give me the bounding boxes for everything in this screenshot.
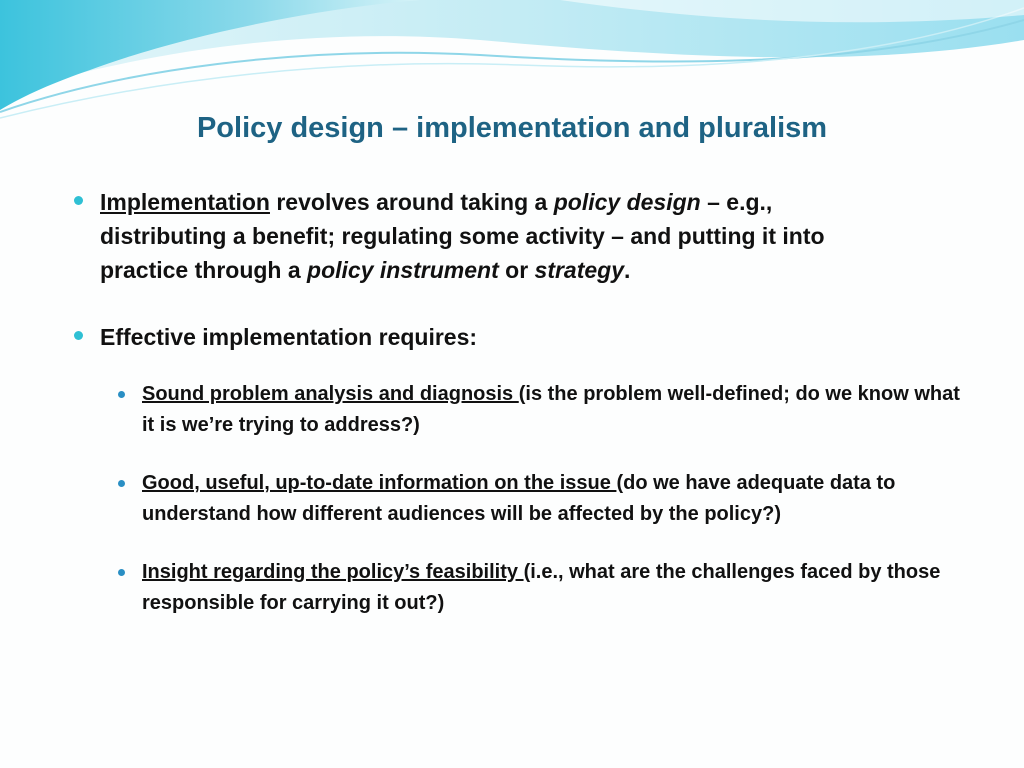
bullet-effective-implementation: Effective implementation requires: bbox=[100, 324, 478, 350]
header-wave-decoration bbox=[0, 0, 1024, 130]
bullet-text: – e.g., distributing a benefit; regulating some activity – and putting it into practice through a bbox=[100, 189, 825, 283]
sub-bullet-dot bbox=[118, 569, 125, 576]
term-policy-instrument: policy instrument bbox=[307, 257, 499, 283]
sub-bullet-information bbox=[142, 468, 972, 530]
sub-bullet-text: (is the problem well-defined; do we know what it is we’re trying to address?) bbox=[142, 383, 960, 436]
term-implementation: Implementation bbox=[100, 189, 270, 215]
sub-bullet-dot bbox=[118, 480, 125, 487]
slide-title: Policy design – implementation and pluralism bbox=[196, 112, 828, 144]
bullet-dot bbox=[74, 196, 83, 205]
term-policy-design: policy design bbox=[553, 189, 701, 215]
bullet-implementation bbox=[100, 185, 900, 287]
term-strategy: strategy bbox=[534, 257, 625, 283]
sub-bullet-text: (i.e., what are the challenges faced by those responsible for carrying it out?) bbox=[142, 561, 941, 614]
sub-bullet-heading: Good, useful, up-to-date information on the issue bbox=[142, 472, 617, 494]
bullet-text: . bbox=[624, 257, 631, 283]
sub-bullet-text: (do we have adequate data to understand how different audiences will be affected by the policy?) bbox=[142, 472, 896, 525]
sub-bullet-heading: Sound problem analysis and diagnosis bbox=[142, 383, 519, 405]
sub-bullet-heading: Insight regarding the policy’s feasibility bbox=[142, 561, 524, 583]
bullet-text: revolves around taking a bbox=[269, 189, 554, 215]
bullet-text: or bbox=[498, 257, 535, 283]
bullet-dot bbox=[74, 331, 83, 340]
sub-bullet-dot bbox=[118, 391, 125, 398]
sub-bullet-feasibility bbox=[142, 557, 972, 619]
sub-bullet-problem-analysis bbox=[142, 379, 972, 441]
